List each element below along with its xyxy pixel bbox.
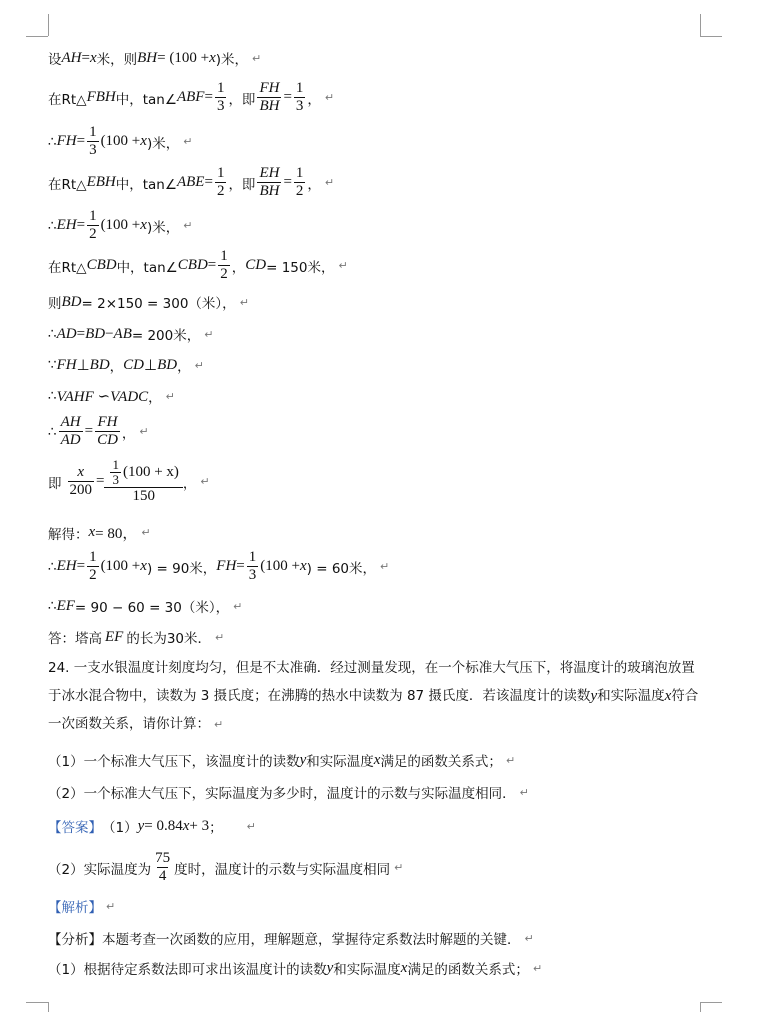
solution-line: 设 AH = x 米，则 BH = (100 + x )米， ↵ <box>48 49 262 68</box>
fraction: $\frac{75}{4}$ <box>155 850 171 884</box>
crop-mark <box>26 1002 48 1003</box>
solution-line: 在Rt△ FBH 中，tan∠ ABF = $\frac{1}{3}$ ，即 $\frac{FH}{BH}$ = $\frac{1}{3}$ ， ↵ <box>48 80 335 114</box>
conclusion-line: 答：塔高 EF 的长为30米． ↵ <box>48 628 225 647</box>
solution-line: ∴ AD = BD − AB = 200米， ↵ <box>48 325 214 344</box>
solution-line: 在Rt△ CBD 中，tan∠ CBD = $\frac{1}{2}$ ， CD = 150米， ↵ <box>48 248 348 282</box>
fraction: $\frac{1}{3}$ <box>248 549 257 583</box>
solution-line: 在Rt△ EBH 中，tan∠ ABE = $\frac{1}{2}$ ，即 $\frac{EH}{BH}$ = $\frac{1}{2}$ ， ↵ <box>48 165 335 199</box>
answer-line-2: （2）实际温度为 $\frac{75}{4}$ 度时，温度计的示数与实际温度相同 ↵ <box>48 850 404 884</box>
crop-mark <box>700 1002 701 1012</box>
solution-line: 则 BD = 2×150 = 300（米）， ↵ <box>48 293 249 312</box>
crop-mark <box>48 1002 49 1012</box>
fraction: $\frac{1}{2}$ <box>216 165 225 199</box>
fraction: $\frac{1}{2}$ <box>295 165 304 199</box>
solution-line: ∴ $\frac{AH}{AD}$ = $\frac{FH}{CD}$ ， ↵ <box>48 414 149 448</box>
crop-mark <box>26 36 48 37</box>
fraction: $\frac{FH}{BH}$ <box>259 80 280 114</box>
question-24-text: 24. 一支水银温度计刻度均匀，但是不太准确．经过测量发现，在一个标准大气压下，将温度计的玻璃泡放置于冰水混合物中，读数为 3 摄氏度；在沸腾的热水中读数为 87 摄氏度．若该温度计的读数y和实际温度x符合一次函数关系，请你计算： ↵ <box>48 660 699 732</box>
fraction: $\frac{1}{3}$ <box>216 80 225 114</box>
fraction: $\frac{1}{2}$ <box>89 208 97 242</box>
fraction: $\frac{x}{200}$ <box>69 464 92 498</box>
fraction: $\frac{FH}{CD}$ <box>97 414 118 448</box>
fraction: $\frac{AH}{AD}$ <box>60 414 81 448</box>
analysis-tag: 【解析】 <box>48 900 102 916</box>
answer-tag: 【答案】 <box>48 820 102 836</box>
solution-line: ∵ FH ⊥ BD ， CD ⊥ BD ， ↵ <box>48 356 204 375</box>
fraction: $\frac{1}{3}$ (100 + x) 150 <box>106 458 180 505</box>
crop-mark <box>700 1002 722 1003</box>
fraction: $\frac{EH}{BH}$ <box>259 165 280 199</box>
fraction: $\frac{1}{3}$ <box>112 457 119 487</box>
fraction: $\frac{1}{3}$ <box>295 80 304 114</box>
question-24-part-2: （2）一个标准大气压下，实际温度为多少时，温度计的示数与实际温度相同． ↵ <box>48 785 529 802</box>
solution-line: ∴ EH = $\frac{1}{2}$ (100 + x ) = 90米， FH = $\frac{1}{3}$ (100 + x ) = 60米， ↵ <box>48 549 390 583</box>
fraction: $\frac{1}{2}$ <box>220 248 228 282</box>
analysis-part-1: （1）根据待定系数法即可求出该温度计的读数 y 和实际温度 x 满足的函数关系式； ↵ <box>48 959 543 978</box>
solution-line: 解得： x = 80， ↵ <box>48 524 151 543</box>
solution-line: ∴ EF = 90 − 60 = 30（米）， ↵ <box>48 597 243 616</box>
crop-mark <box>700 14 701 36</box>
solution-line: ∴ FH = $\frac{1}{3}$ (100 + x )米， ↵ <box>48 124 193 158</box>
analysis-tag-line: 【解析】 ↵ <box>48 896 115 916</box>
crop-mark <box>48 14 49 36</box>
answer-line-1: 【答案】 （1） y = 0.84 x + 3 ； ↵ <box>48 817 256 836</box>
solution-line: ∴ EH = $\frac{1}{2}$ (100 + x )米， ↵ <box>48 208 193 242</box>
fraction: $\frac{1}{2}$ <box>89 549 97 583</box>
fraction: $\frac{1}{3}$ <box>89 124 97 158</box>
crop-mark <box>700 36 722 37</box>
solution-line: ∴ VAHF ∽VADC ， ↵ <box>48 388 175 406</box>
question-24-part-1: （1）一个标准大气压下，该温度计的读数 y 和实际温度 x 满足的函数关系式； ↵ <box>48 751 516 770</box>
solution-line: 即 $\frac{x}{200}$ = $\frac{1}{3}$ (100 + x) 150 ， ↵ <box>48 457 210 504</box>
analysis-summary: 【分析】本题考查一次函数的应用，理解题意，掌握待定系数法时解题的关键． ↵ <box>48 931 534 948</box>
